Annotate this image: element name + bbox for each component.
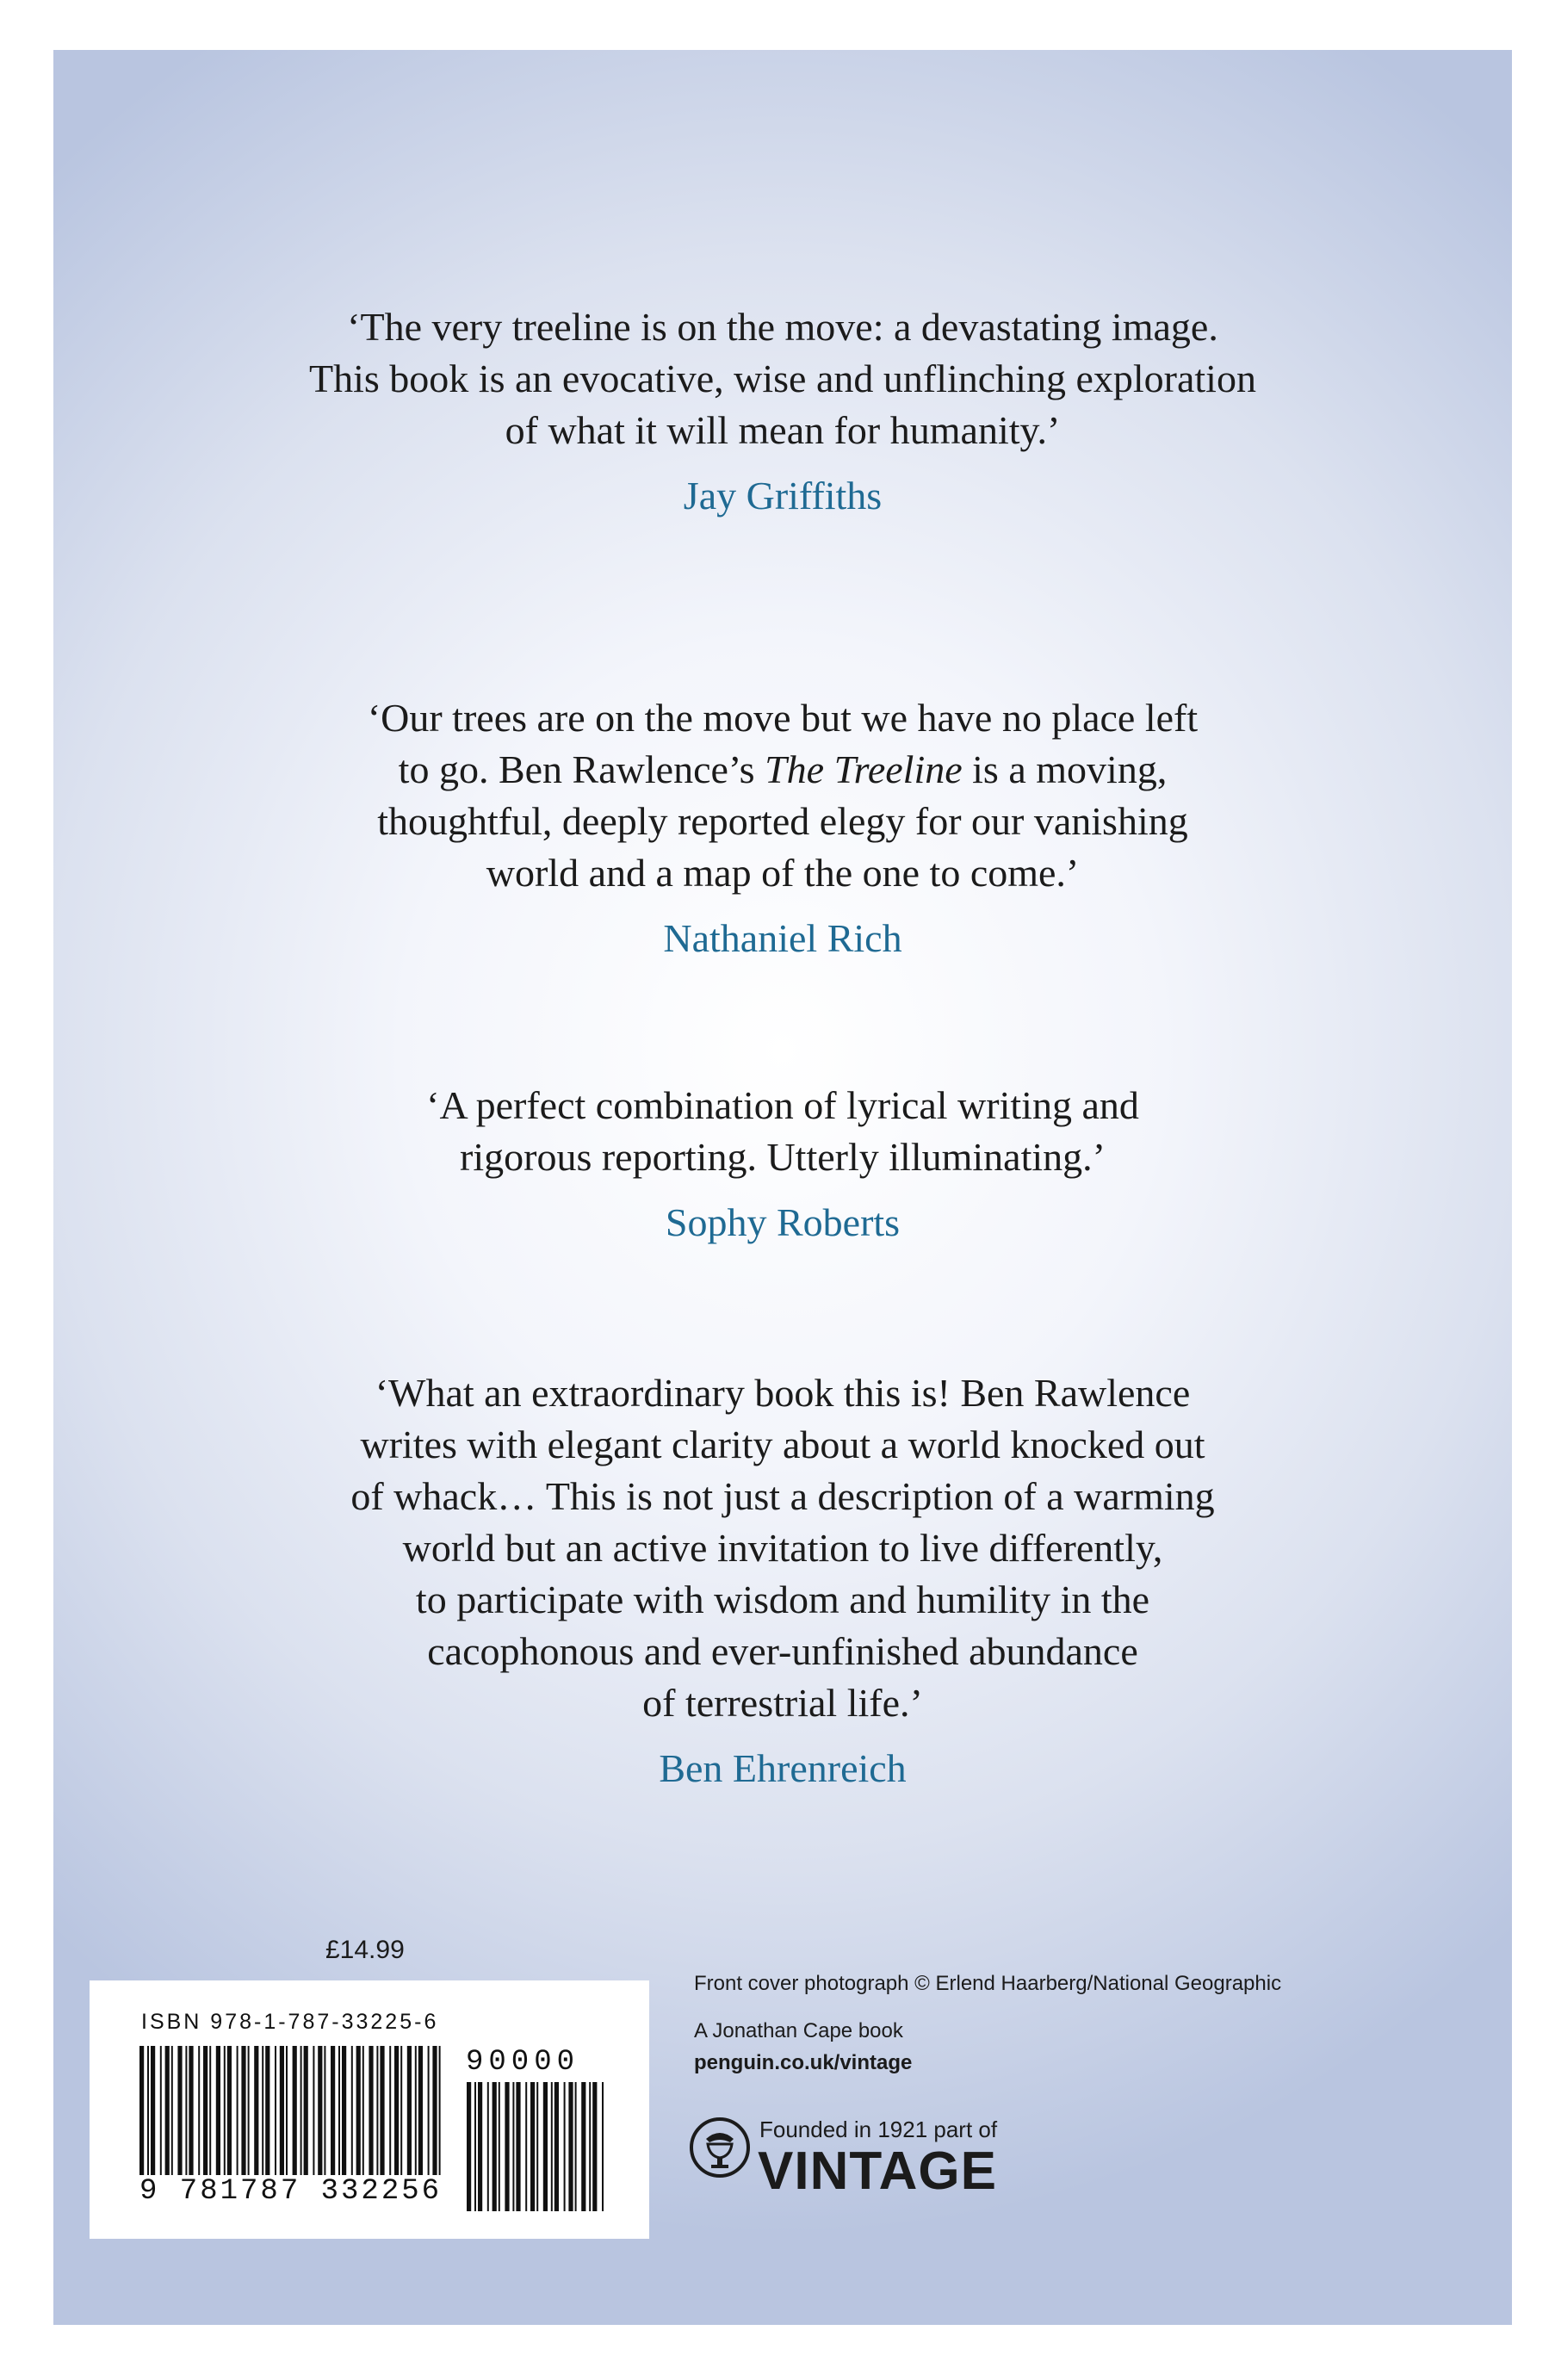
review-quote: [53, 692, 1512, 899]
quote-line: ‘A perfect combination of lyrical writing and: [426, 1083, 1139, 1127]
photo-credit: Front cover photograph © Erlend Haarberg/National Geographic: [694, 1972, 1282, 1995]
quote-line: rigorous reporting. Utterly illuminating.’: [460, 1135, 1106, 1179]
quote-line: thoughtful, deeply reported elegy for our vanishing: [377, 799, 1188, 843]
quote-line: world but an active invitation to live differently,: [402, 1526, 1163, 1570]
addon-digits: 90000: [466, 2046, 580, 2079]
review-author: Jay Griffiths: [683, 474, 883, 518]
review-quote: [53, 301, 1512, 456]
review-quote: [53, 1080, 1512, 1183]
isbn-label: ISBN 978-1-787-33225-6: [141, 2010, 439, 2034]
website-link[interactable]: penguin.co.uk/vintage: [694, 2051, 913, 2074]
review-quote: [53, 1367, 1512, 1729]
quote-line: of whack… This is not just a description of a warming: [350, 1474, 1215, 1518]
imprint-line: A Jonathan Cape book: [694, 2019, 903, 2042]
quote-text: to go. Ben Rawlence’s: [398, 747, 765, 791]
quote-line: to participate with wisdom and humility in the: [415, 1577, 1150, 1621]
review-nathaniel-rich: [53, 692, 1512, 963]
quote-line: writes with elegant clarity about a world knocked out: [360, 1422, 1205, 1466]
quote-line: cacophonous and ever-unfinished abundance: [427, 1629, 1138, 1673]
review-author: Sophy Roberts: [665, 1200, 901, 1244]
review-jay-griffiths: [53, 301, 1512, 520]
review-author: Nathaniel Rich: [663, 916, 902, 960]
quote-line: [53, 744, 1512, 796]
quote-line: ‘The very treeline is on the move: a devastating image.: [347, 305, 1218, 349]
quote-line: This book is an evocative, wise and unflinching exploration: [309, 356, 1256, 400]
review-author: Ben Ehrenreich: [659, 1746, 907, 1790]
book-title: The Treeline: [765, 747, 963, 791]
vintage-urn-logo-icon: [689, 2117, 751, 2179]
quote-line: of what it will mean for humanity.’: [505, 408, 1061, 452]
price: £14.99: [325, 1936, 405, 1964]
review-ben-ehrenreich: [53, 1367, 1512, 1793]
publisher-name: VINTAGE: [758, 2141, 997, 2201]
founded-text: Founded in 1921 part of: [759, 2117, 998, 2142]
quote-line: world and a map of the one to come.’: [486, 851, 1080, 895]
review-sophy-roberts: [53, 1080, 1512, 1247]
quote-line: ‘Our trees are on the move but we have no place left: [367, 696, 1199, 740]
quote-text: is a moving,: [962, 747, 1168, 791]
quote-line: of terrestrial life.’: [642, 1681, 923, 1725]
ean-digits: 9 781787 332256: [139, 2175, 443, 2208]
barcode-panel: [90, 1980, 649, 2239]
quote-line: ‘What an extraordinary book this is! Ben Rawlence: [375, 1371, 1191, 1415]
